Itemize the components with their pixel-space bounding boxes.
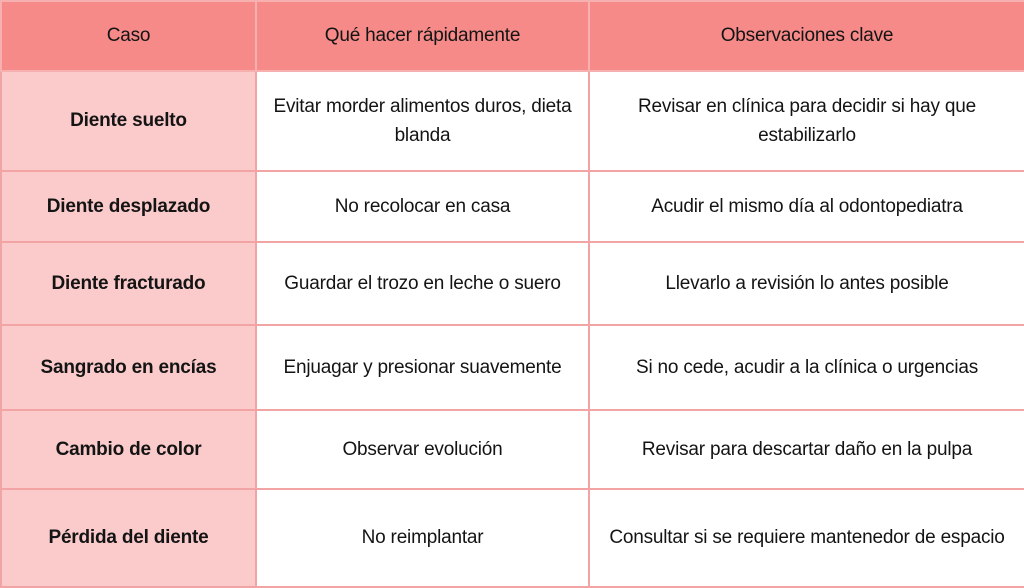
- accion-cell: Evitar morder alimentos duros, dieta blanda: [256, 71, 589, 171]
- observacion-cell: Revisar para descartar daño en la pulpa: [589, 410, 1024, 489]
- table-row: [1, 489, 1024, 587]
- header-row: [1, 1, 1024, 71]
- caso-cell: Cambio de color: [1, 410, 256, 489]
- caso-cell: Pérdida del diente: [1, 489, 256, 587]
- table-row: [1, 242, 1024, 325]
- header-que-hacer: Qué hacer rápidamente: [256, 1, 589, 71]
- table-body: [1, 71, 1024, 587]
- table-header: [1, 1, 1024, 71]
- observacion-cell: Consultar si se requiere mantenedor de espacio: [589, 489, 1024, 587]
- accion-cell: Guardar el trozo en leche o suero: [256, 242, 589, 325]
- table-row: [1, 410, 1024, 489]
- caso-cell: Diente suelto: [1, 71, 256, 171]
- caso-cell: Diente desplazado: [1, 171, 256, 242]
- accion-cell: No recolocar en casa: [256, 171, 589, 242]
- header-observaciones: Observaciones clave: [589, 1, 1024, 71]
- observacion-cell: Revisar en clínica para decidir si hay que estabilizarlo: [589, 71, 1024, 171]
- table-row: [1, 171, 1024, 242]
- caso-cell: Sangrado en encías: [1, 325, 256, 410]
- accion-cell: Observar evolución: [256, 410, 589, 489]
- observacion-cell: Llevarlo a revisión lo antes posible: [589, 242, 1024, 325]
- observacion-cell: Si no cede, acudir a la clínica o urgencias: [589, 325, 1024, 410]
- table-row: [1, 71, 1024, 171]
- accion-cell: Enjuagar y presionar suavemente: [256, 325, 589, 410]
- observacion-cell: Acudir el mismo día al odontopediatra: [589, 171, 1024, 242]
- accion-cell: No reimplantar: [256, 489, 589, 587]
- caso-cell: Diente fracturado: [1, 242, 256, 325]
- table-row: [1, 325, 1024, 410]
- header-caso: Caso: [1, 1, 256, 71]
